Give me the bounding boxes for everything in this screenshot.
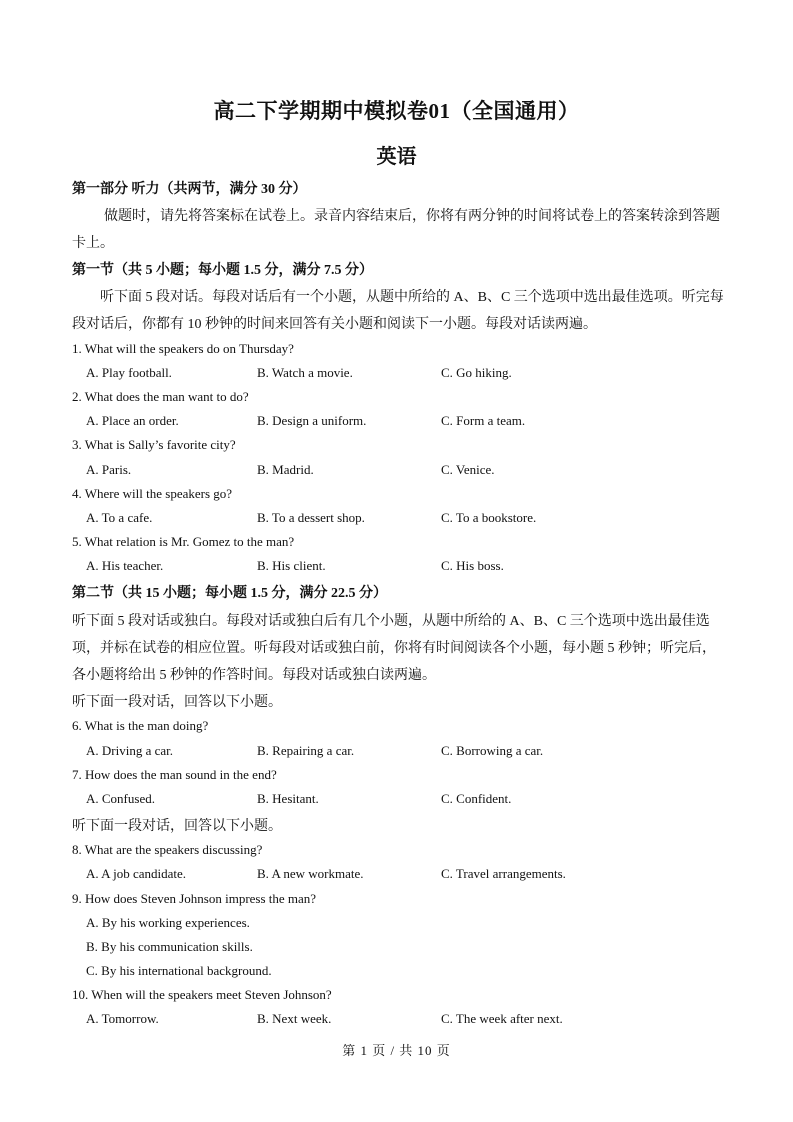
question-6: 6. What is the man doing?	[72, 718, 209, 733]
part1-instruction-line2: 卡上。	[72, 236, 114, 251]
dialogue-prompt-1: 听下面一段对话，回答以下小题。	[72, 695, 282, 710]
q3-option-a: A. Paris.	[86, 462, 132, 477]
q5-option-a: A. His teacher.	[86, 558, 164, 573]
q8-option-a: A. A job candidate.	[86, 866, 187, 881]
q3-option-c: C. Venice.	[441, 462, 495, 477]
q2-option-b: B. Design a uniform.	[257, 413, 367, 428]
section2-instruction-line3: 各小题将给出 5 秒钟的作答时间。每段对话或独白读两遍。	[72, 668, 436, 683]
question-9: 9. How does Steven Johnson impress the man?	[72, 891, 317, 906]
q6-option-b: B. Repairing a car.	[257, 743, 355, 758]
page-footer: 第 1 页 / 共 10 页	[342, 1043, 451, 1058]
q1-option-a: A. Play football.	[86, 365, 172, 380]
q7-option-a: A. Confused.	[86, 791, 155, 806]
q2-option-a: A. Place an order.	[86, 413, 179, 428]
section1-instruction-line2: 段对话后，你都有 10 秒钟的时间来回答有关小题和阅读下一小题。每段对话读两遍。	[72, 317, 597, 332]
q4-option-b: B. To a dessert shop.	[257, 510, 365, 525]
question-3: 3. What is Sally’s favorite city?	[72, 437, 236, 452]
q4-option-c: C. To a bookstore.	[441, 510, 537, 525]
q2-option-c: C. Form a team.	[441, 413, 526, 428]
q10-option-c: C. The week after next.	[441, 1011, 563, 1026]
q9-option-a: A. By his working experiences.	[86, 915, 250, 930]
document-title: 高二下学期期中模拟卷01（全国通用）	[213, 99, 580, 123]
part1-instruction-line1: 做题时，请先将答案标在试卷上。录音内容结束后，你将有两分钟的时间将试卷上的答案转涂到答题	[104, 209, 720, 224]
question-2: 2. What does the man want to do?	[72, 389, 249, 404]
part1-heading: 第一部分 听力（共两节，满分 30 分）	[72, 182, 307, 197]
question-8: 8. What are the speakers discussing?	[72, 842, 263, 857]
section2-instruction-line2: 项，并标在试卷的相应位置。听每段对话或独白前，你将有时间阅读各个小题，每小题 5 秒钟；听完后，	[72, 641, 716, 656]
question-5: 5. What relation is Mr. Gomez to the man?	[72, 534, 295, 549]
section1-instruction-line1: 听下面 5 段对话。每段对话后有一个小题，从题中所给的 A、B、C 三个选项中选出最佳选项。听完每	[100, 290, 724, 305]
section2-instruction-line1: 听下面 5 段对话或独白。每段对话或独白后有几个小题，从题中所给的 A、B、C 三个选项中选出最佳选	[72, 614, 710, 629]
question-1: 1. What will the speakers do on Thursday?	[72, 341, 294, 356]
subject-title: 英语	[376, 146, 417, 168]
section1-heading: 第一节（共 5 小题；每小题 1.5 分，满分 7.5 分）	[72, 263, 373, 278]
q10-option-a: A. Tomorrow.	[86, 1011, 159, 1026]
q1-option-b: B. Watch a movie.	[257, 365, 353, 380]
section2-heading: 第二节（共 15 小题；每小题 1.5 分，满分 22.5 分）	[72, 586, 387, 601]
question-4: 4. Where will the speakers go?	[72, 486, 233, 501]
q5-option-b: B. His client.	[257, 558, 326, 573]
question-7: 7. How does the man sound in the end?	[72, 767, 277, 782]
dialogue-prompt-2: 听下面一段对话，回答以下小题。	[72, 819, 282, 834]
q9-option-c: C. By his international background.	[86, 963, 272, 978]
q9-option-b: B. By his communication skills.	[86, 939, 253, 954]
q7-option-c: C. Confident.	[441, 791, 512, 806]
q10-option-b: B. Next week.	[257, 1011, 332, 1026]
q5-option-c: C. His boss.	[441, 558, 504, 573]
q1-option-c: C. Go hiking.	[441, 365, 512, 380]
question-10: 10. When will the speakers meet Steven Johnson?	[72, 987, 332, 1002]
q6-option-c: C. Borrowing a car.	[441, 743, 544, 758]
q6-option-a: A. Driving a car.	[86, 743, 174, 758]
q4-option-a: A. To a cafe.	[86, 510, 153, 525]
q8-option-c: C. Travel arrangements.	[441, 866, 566, 881]
q3-option-b: B. Madrid.	[257, 462, 314, 477]
q7-option-b: B. Hesitant.	[257, 791, 319, 806]
q8-option-b: B. A new workmate.	[257, 866, 364, 881]
